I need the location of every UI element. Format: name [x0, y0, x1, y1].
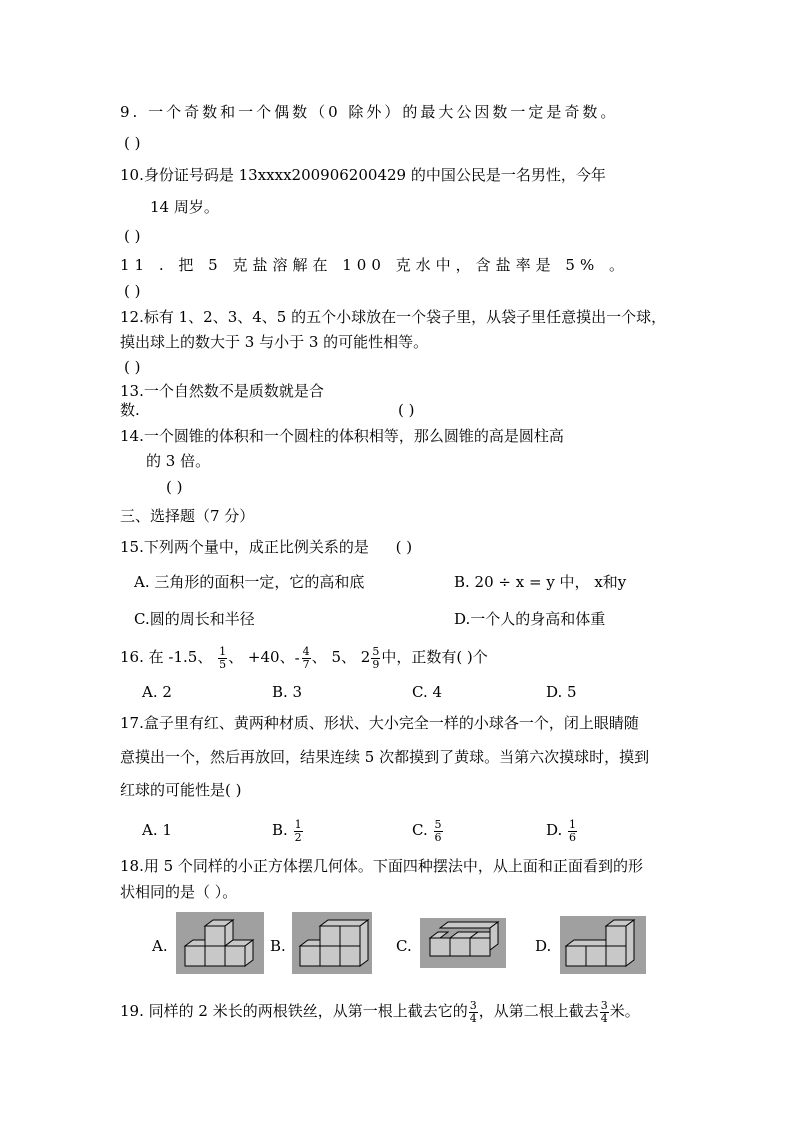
q16-option-a[interactable]: A. 2 [142, 683, 172, 701]
q16-suffix[interactable]: 中，正数有( )个 [381, 648, 488, 666]
q18-option-a-figure[interactable] [176, 912, 264, 974]
q17-option-b-fraction: $\frac{1}{2}$ [294, 817, 302, 844]
q13-line1: 13.一个自然数不是质数就是合 [120, 382, 324, 400]
q16-number-1: -1.5 [168, 648, 198, 666]
q18-line2[interactable]: 状相同的是（ ）。 [120, 883, 238, 901]
q10-line1: 10.身份证号码是 13xxxx200906200429 的中国公民是一名男性，今年 [120, 166, 606, 184]
q17-option-c-fraction: $\frac{5}{6}$ [434, 817, 442, 844]
q19-stem [120, 996, 640, 1026]
q12-line2: 摸出球上的数大于 3 与小于 3 的可能性相等。 [120, 333, 429, 351]
q17-line2: 意摸出一个，然后再放回，结果连续 5 次都摸到了黄球。当第六次摸球时，摸到 [120, 748, 650, 766]
q16-fraction-2: $\frac{4}{7}$ [302, 644, 310, 671]
q16-fraction-1: $\frac{1}{5}$ [219, 644, 227, 671]
q9-text: 9. 一个奇数和一个偶数（0 除外）的最大公因数一定是奇数。 [120, 103, 619, 121]
q17-option-d-fraction: $\frac{1}{6}$ [569, 817, 577, 844]
q19-part1: 19. 同样的 2 米长的两根铁丝，从第一根上截去它的 [120, 1002, 468, 1020]
q18-option-d-figure[interactable] [560, 916, 646, 974]
q16-option-c[interactable]: C. 4 [412, 683, 443, 701]
q9-answer-paren[interactable]: ( ) [124, 134, 141, 152]
q16-number-5: 5 [331, 648, 341, 666]
q18-line1: 18.用 5 个同样的小正方体摆几何体。下面四种摆法中，从上面和正面看到的形 [120, 857, 643, 875]
q17-line3[interactable]: 红球的可能性是( ) [120, 781, 242, 799]
q15-option-b[interactable]: B. 20 ÷ x = y 中， x和y [454, 573, 627, 591]
q11-text: 11 . 把 5 克盐溶解在 100 克水中，含盐率是 5% 。 [120, 256, 629, 274]
q15-option-d[interactable]: D.一个人的身高和体重 [454, 610, 606, 628]
q18-option-c-figure[interactable] [420, 918, 506, 968]
q16-option-b[interactable]: B. 3 [272, 683, 303, 701]
q16-prefix: 16. 在 [120, 648, 164, 666]
q11-answer-paren[interactable]: ( ) [124, 282, 141, 300]
q18-option-b-figure[interactable] [292, 912, 372, 974]
q16-mixed-whole: 2 [360, 648, 371, 666]
q13-line2: 数. [120, 401, 140, 419]
q16-option-d[interactable]: D. 5 [546, 683, 577, 701]
q19-fraction-2: $\frac{3}{4}$ [600, 998, 608, 1025]
q19-part2: ，从第二根上截去 [478, 1002, 599, 1020]
q19-part3: 米。 [609, 1002, 640, 1020]
q14-line1: 14.一个圆锥的体积和一个圆柱的体积相等，那么圆锥的高是圆柱高 [120, 427, 564, 445]
q14-answer-paren[interactable]: ( ) [166, 478, 183, 496]
q13-answer-paren[interactable]: ( ) [398, 401, 415, 419]
q17-option-c[interactable]: C. $\frac{5}{6}$ [412, 817, 442, 844]
q15-option-c[interactable]: C.圆的周长和半径 [134, 610, 255, 628]
q10-answer-paren[interactable]: ( ) [124, 227, 141, 245]
q17-line1: 17.盒子里有红、黄两种材质、形状、大小完全一样的小球各一个，闭上眼睛随 [120, 714, 639, 732]
q10-line2: 14 周岁。 [150, 198, 219, 216]
q15-stem [120, 537, 412, 557]
q16-stem: 16. 在 -1.5、 $\frac{1}{5}$ 、 +40、- $\frac{4}{7}$ 、 5、 2 $\frac{5}{9}$ 中，正数有( )个 [120, 644, 488, 671]
q12-line1: 12.标有 1、2、3、4、5 的五个小球放在一个袋子里，从袋子里任意摸出一个球， [120, 308, 667, 326]
q18-option-a-label[interactable]: A. [152, 937, 168, 955]
q18-option-d-label[interactable]: D. [535, 937, 552, 955]
q15-stem-text: 15.下列两个量中，成正比例关系的是 [120, 538, 369, 556]
q12-answer-paren[interactable]: ( ) [124, 358, 141, 376]
q14-line2: 的 3 倍。 [146, 452, 211, 470]
q15-answer-paren[interactable]: ( ) [395, 538, 413, 556]
q17-option-b[interactable]: B. $\frac{1}{2}$ [272, 817, 302, 844]
q16-mixed-fraction: $\frac{5}{9}$ [372, 644, 380, 671]
q18-option-b-label[interactable]: B. [270, 937, 286, 955]
q17-option-a[interactable]: A. 1 [142, 821, 172, 839]
q19-fraction-1: $\frac{3}{4}$ [469, 998, 477, 1025]
q18-option-c-label[interactable]: C. [396, 937, 412, 955]
q16-number-3: +40 [247, 648, 280, 666]
q17-option-d[interactable]: D. $\frac{1}{6}$ [546, 817, 577, 844]
q15-option-a[interactable]: A. 三角形的面积一定，它的高和底 [134, 573, 365, 591]
section-3-title: 三、选择题（7 分） [120, 507, 255, 525]
